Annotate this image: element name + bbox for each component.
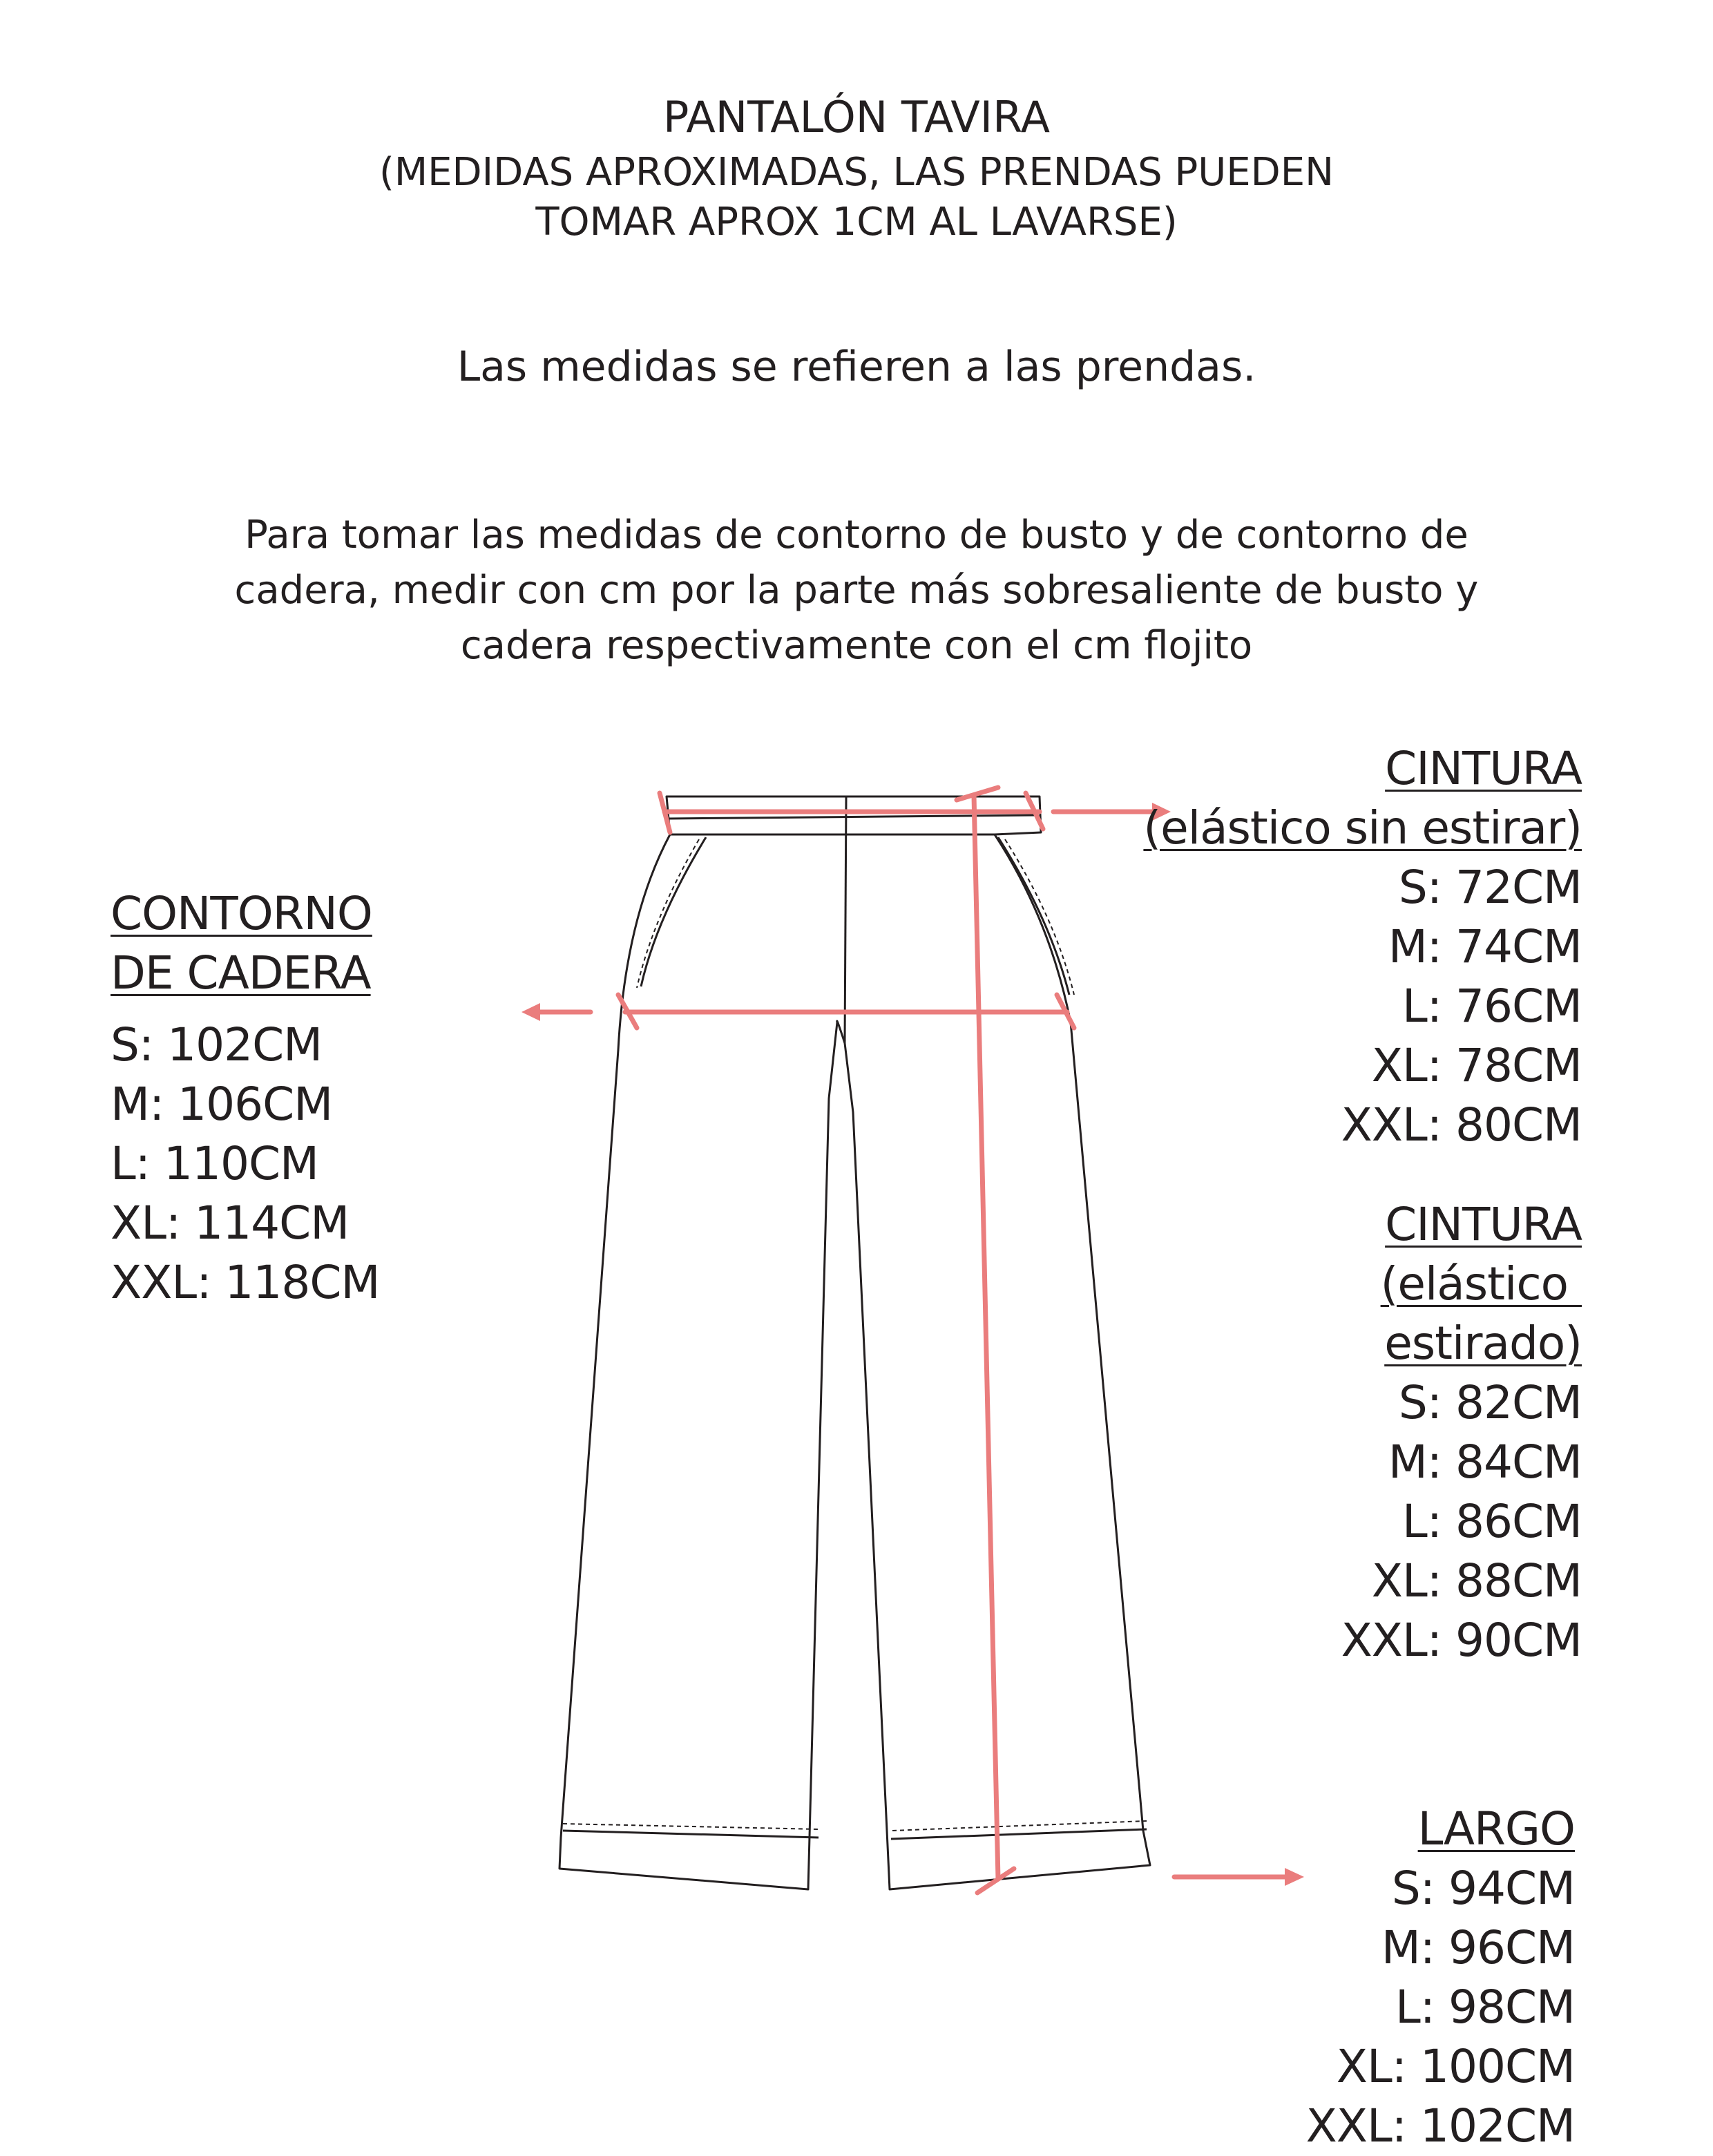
length-measure-line (974, 796, 998, 1879)
hip-size-xxl: XXL: 118CM (111, 1256, 380, 1309)
instructions-line-2: cadera, medir con cm por la parte más sobresaliente de busto y (234, 568, 1479, 613)
hem-line-left (563, 1831, 819, 1838)
instructions-line-3: cadera respectivamente con el cm flojito (460, 623, 1253, 668)
title-note-line-2: TOMAR APROX 1CM AL LAVARSE) (535, 200, 1178, 245)
waistband-line (668, 815, 1036, 819)
hip-size-s: S: 102CM (111, 1018, 323, 1071)
length-title: LARGO (1417, 1802, 1575, 1856)
hip-size-xl: XL: 114CM (111, 1196, 350, 1250)
waist-stretched-size-xl: XL: 88CM (1371, 1554, 1582, 1608)
page-title: PANTALÓN TAVIRA (662, 92, 1051, 142)
length-size-s: S: 94CM (1391, 1862, 1575, 1915)
hip-measurements (111, 884, 379, 1313)
subtitle: Las medidas se refieren a las prendas. (457, 343, 1256, 391)
hem-line-right (891, 1829, 1147, 1839)
waist-relaxed-size-s: S: 72CM (1398, 861, 1582, 914)
waist-relaxed-title-line-1: CINTURA (1385, 742, 1582, 795)
waist-relaxed-size-xl: XL: 78CM (1371, 1039, 1582, 1092)
hip-size-l: L: 110CM (111, 1137, 318, 1190)
length-size-xl: XL: 100CM (1336, 2040, 1575, 2093)
length-arrowhead (1285, 1868, 1304, 1886)
waist-stretched-title-line-1: CINTURA (1385, 1198, 1582, 1251)
waist-relaxed-measurements (1143, 739, 1582, 1155)
length-tick-top (957, 788, 998, 800)
waist-relaxed-title-line-2: (elástico sin estirar) (1143, 801, 1582, 855)
waist-relaxed-size-m: M: 74CM (1388, 920, 1582, 973)
waist-relaxed-size-l: L: 76CM (1402, 980, 1582, 1033)
hem-stitch-right (892, 1821, 1147, 1831)
length-size-xxl: XXL: 102CM (1305, 2099, 1575, 2153)
length-size-l: L: 98CM (1395, 1981, 1575, 2034)
length-measurements (1306, 1800, 1575, 2156)
hip-size-m: M: 106CM (111, 1078, 333, 1131)
center-seam (845, 796, 846, 1043)
length-size-m: M: 96CM (1381, 1921, 1575, 1974)
waist-stretched-title-line-2: (elástico (1380, 1257, 1582, 1310)
waist-stretched-size-s: S: 82CM (1398, 1376, 1582, 1429)
waist-stretched-size-l: L: 86CM (1402, 1495, 1582, 1548)
waist-stretched-size-m: M: 84CM (1388, 1435, 1582, 1489)
waist-relaxed-size-xxl: XXL: 80CM (1341, 1098, 1582, 1152)
hem-stitch-left (563, 1824, 819, 1829)
instructions-line-1: Para tomar las medidas de contorno de busto y de contorno de (245, 513, 1468, 557)
hip-title-line-2: DE CADERA (111, 946, 371, 1000)
hip-title-line-1: CONTORNO (111, 887, 372, 940)
hip-arrowhead (521, 1003, 540, 1021)
pocket-left (641, 837, 706, 986)
waist-stretched-size-xxl: XXL: 90CM (1341, 1614, 1582, 1667)
title-note-line-1: (MEDIDAS APROXIMADAS, LAS PRENDAS PUEDEN (379, 150, 1334, 195)
waist-stretched-measurements (1341, 1195, 1582, 1670)
waist-stretched-title-line-3: estirado) (1384, 1317, 1582, 1370)
